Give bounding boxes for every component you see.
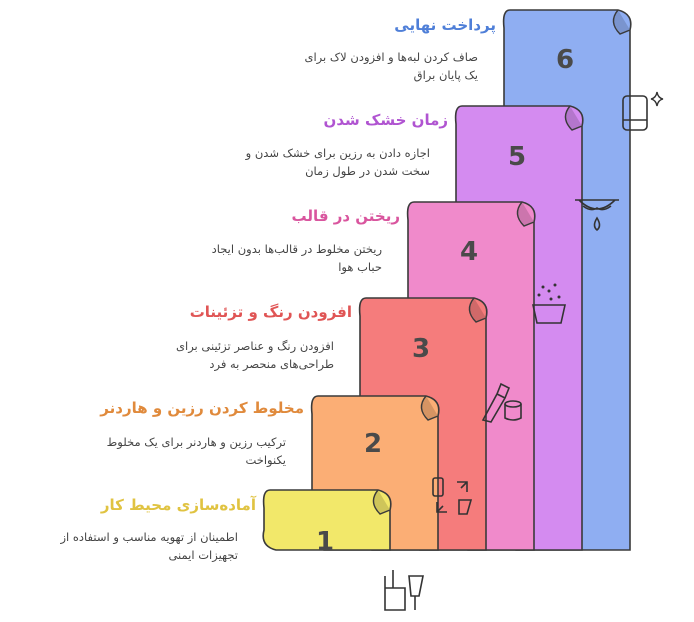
step-number-1: 1 — [315, 527, 335, 557]
step-number-5: 5 — [507, 142, 527, 172]
ribbon-step-1 — [263, 490, 391, 557]
workspace-tools-icon — [385, 570, 423, 610]
step-title-3: افزودن رنگ و تزئینات — [189, 303, 352, 321]
step-title-6: پرداخت نهایی — [394, 16, 496, 34]
step-title-2: مخلوط کردن رزین و هاردنر — [100, 399, 304, 417]
step-description-3: افزودن رنگ و عناصر تزئینی برای طراحی‌های منحصر به فرد — [176, 339, 334, 371]
step-number-4: 4 — [459, 237, 479, 267]
step-description-4: ریختن مخلوط در قالب‌ها بدون ایجاد حباب هوا — [211, 242, 382, 274]
step-title-4: ریختن در قالب — [291, 207, 400, 225]
step-title-1: آماده‌سازی محیط کار — [100, 496, 256, 514]
step-description-2: ترکیب رزین و هاردنر برای یک مخلوط یکنواخت — [106, 435, 286, 467]
step-description-5: اجازه دادن به رزین برای خشک شدن و سخت شدن در طول زمان — [245, 146, 430, 178]
step-number-3: 3 — [411, 334, 431, 364]
step-number-6: 6 — [555, 45, 575, 75]
step-title-5: زمان خشک شدن — [323, 111, 448, 129]
step-description-1: اطمینان از تهویه مناسب و استفاده از تجهیزات ایمنی — [60, 530, 238, 562]
step-description-6: صاف کردن لبه‌ها و افزودن لاک برای یک پایان براق — [304, 50, 478, 82]
step-number-2: 2 — [363, 429, 383, 459]
